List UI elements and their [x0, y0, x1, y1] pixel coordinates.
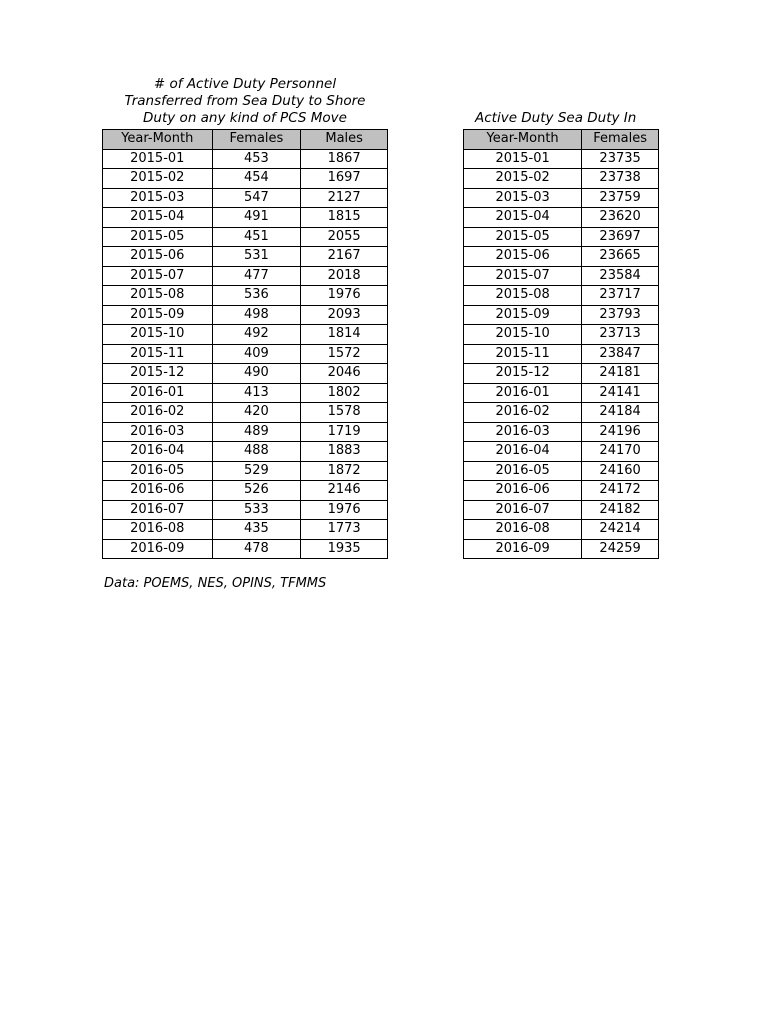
- table-cell: 23717: [582, 286, 659, 306]
- table-row: [103, 286, 388, 306]
- table-cell: 2146: [301, 481, 388, 501]
- table-cell: 2016-09: [103, 539, 213, 559]
- table-cell: 2016-03: [464, 422, 582, 442]
- table-cell: 2015-02: [103, 169, 213, 189]
- table-row: [464, 442, 659, 462]
- table-cell: 409: [212, 344, 301, 364]
- title-line: # of Active Duty Personnel: [153, 76, 337, 92]
- table-row: [103, 500, 388, 520]
- header-row: [464, 130, 659, 150]
- table-cell: 492: [212, 325, 301, 345]
- table-row: [103, 227, 388, 247]
- table-row: [464, 403, 659, 423]
- table-row: [464, 383, 659, 403]
- table-row: [464, 364, 659, 384]
- table-cell: 2015-08: [103, 286, 213, 306]
- table-row: [103, 520, 388, 540]
- table-cell: 2016-05: [103, 461, 213, 481]
- table-row: [464, 227, 659, 247]
- table-cell: 2015-01: [103, 149, 213, 169]
- table-row: [103, 442, 388, 462]
- table-cell: 23584: [582, 266, 659, 286]
- transfers-table-block: [102, 76, 388, 559]
- table-cell: 23713: [582, 325, 659, 345]
- table-row: [103, 403, 388, 423]
- table-cell: 2015-07: [464, 266, 582, 286]
- table-cell: 2015-06: [103, 247, 213, 267]
- table-cell: 2015-08: [464, 286, 582, 306]
- table-cell: 2015-05: [464, 227, 582, 247]
- table-cell: 1815: [301, 208, 388, 228]
- table-row: [464, 188, 659, 208]
- table-row: [103, 422, 388, 442]
- table-cell: 24184: [582, 403, 659, 423]
- table-cell: 453: [212, 149, 301, 169]
- table-cell: 2015-06: [464, 247, 582, 267]
- table-cell: 2016-03: [103, 422, 213, 442]
- table-cell: 23665: [582, 247, 659, 267]
- table-cell: 2016-04: [464, 442, 582, 462]
- table-cell: 2015-10: [464, 325, 582, 345]
- table-cell: 2016-07: [103, 500, 213, 520]
- table-cell: 2015-02: [464, 169, 582, 189]
- table-cell: 1572: [301, 344, 388, 364]
- table-cell: 2016-04: [103, 442, 213, 462]
- table-cell: 1883: [301, 442, 388, 462]
- table-cell: 533: [212, 500, 301, 520]
- table-cell: 1867: [301, 149, 388, 169]
- transfers-table: [102, 129, 388, 559]
- table-row: [103, 188, 388, 208]
- table-row: [464, 266, 659, 286]
- table-cell: 478: [212, 539, 301, 559]
- table-row: [103, 383, 388, 403]
- table-cell: 24182: [582, 500, 659, 520]
- table-cell: 2015-04: [103, 208, 213, 228]
- table-row: [103, 149, 388, 169]
- table-row: [464, 344, 659, 364]
- column-header: Year-Month: [464, 130, 582, 150]
- table-cell: 2016-02: [103, 403, 213, 423]
- table-cell: 2055: [301, 227, 388, 247]
- table-cell: 24170: [582, 442, 659, 462]
- table-cell: 2015-03: [103, 188, 213, 208]
- table-row: [103, 364, 388, 384]
- table-cell: 490: [212, 364, 301, 384]
- table-cell: 489: [212, 422, 301, 442]
- table-cell: 1802: [301, 383, 388, 403]
- table-cell: 2016-07: [464, 500, 582, 520]
- column-header: Females: [212, 130, 301, 150]
- table-row: [464, 422, 659, 442]
- table-row: [103, 325, 388, 345]
- table-cell: 477: [212, 266, 301, 286]
- table-cell: 531: [212, 247, 301, 267]
- table-cell: 435: [212, 520, 301, 540]
- table-cell: 2016-02: [464, 403, 582, 423]
- sea-duty-table-block: [463, 110, 659, 559]
- table-cell: 2016-01: [103, 383, 213, 403]
- table-cell: 2127: [301, 188, 388, 208]
- table-row: [464, 461, 659, 481]
- table-cell: 547: [212, 188, 301, 208]
- sea-duty-table: [463, 129, 659, 559]
- table-cell: 2016-09: [464, 539, 582, 559]
- table-cell: 413: [212, 383, 301, 403]
- column-header: Males: [301, 130, 388, 150]
- table-cell: 2016-06: [103, 481, 213, 501]
- table-cell: 2015-11: [464, 344, 582, 364]
- table-row: [464, 539, 659, 559]
- table-cell: 2015-11: [103, 344, 213, 364]
- table-cell: 1773: [301, 520, 388, 540]
- table-row: [103, 461, 388, 481]
- table-cell: 1935: [301, 539, 388, 559]
- table-row: [464, 500, 659, 520]
- table-cell: 2016-08: [464, 520, 582, 540]
- table-row: [103, 208, 388, 228]
- table-cell: 1976: [301, 286, 388, 306]
- table-row: [103, 266, 388, 286]
- column-header: Year-Month: [103, 130, 213, 150]
- table-row: [464, 247, 659, 267]
- table-cell: 24259: [582, 539, 659, 559]
- table-cell: 488: [212, 442, 301, 462]
- table-row: [464, 325, 659, 345]
- table-cell: 2167: [301, 247, 388, 267]
- table-row: [103, 344, 388, 364]
- title-line: Duty on any kind of PCS Move: [143, 110, 347, 126]
- table-cell: 1578: [301, 403, 388, 423]
- table-row: [103, 247, 388, 267]
- table-cell: 2015-01: [464, 149, 582, 169]
- table-cell: 491: [212, 208, 301, 228]
- table-cell: 526: [212, 481, 301, 501]
- table-row: [103, 539, 388, 559]
- table-cell: 24196: [582, 422, 659, 442]
- table-cell: 23738: [582, 169, 659, 189]
- table-row: [103, 481, 388, 501]
- sea-duty-table-title: Active Duty Sea Duty In: [475, 110, 637, 126]
- table-cell: 24214: [582, 520, 659, 540]
- table-cell: 2018: [301, 266, 388, 286]
- table-cell: 1719: [301, 422, 388, 442]
- table-cell: 1872: [301, 461, 388, 481]
- table-cell: 498: [212, 305, 301, 325]
- table-cell: 451: [212, 227, 301, 247]
- table-cell: 2015-07: [103, 266, 213, 286]
- table-cell: 2016-01: [464, 383, 582, 403]
- table-cell: 24172: [582, 481, 659, 501]
- table-cell: 454: [212, 169, 301, 189]
- table-cell: 1814: [301, 325, 388, 345]
- table-cell: 2016-05: [464, 461, 582, 481]
- table-row: [464, 520, 659, 540]
- table-cell: 24160: [582, 461, 659, 481]
- table-cell: 2046: [301, 364, 388, 384]
- table-cell: 2015-04: [464, 208, 582, 228]
- table-cell: 2015-10: [103, 325, 213, 345]
- table-cell: 1697: [301, 169, 388, 189]
- table-cell: 536: [212, 286, 301, 306]
- table-cell: 2015-12: [103, 364, 213, 384]
- title-line: Transferred from Sea Duty to Shore: [124, 93, 366, 109]
- column-header: Females: [582, 130, 659, 150]
- table-row: [464, 149, 659, 169]
- table-row: [103, 305, 388, 325]
- table-row: [464, 305, 659, 325]
- table-row: [464, 169, 659, 189]
- header-row: [103, 130, 388, 150]
- table-cell: 23620: [582, 208, 659, 228]
- table-row: [464, 481, 659, 501]
- table-cell: 23759: [582, 188, 659, 208]
- table-cell: 23697: [582, 227, 659, 247]
- table-cell: 2015-09: [103, 305, 213, 325]
- table-cell: 2016-06: [464, 481, 582, 501]
- table-cell: 23793: [582, 305, 659, 325]
- table-cell: 1976: [301, 500, 388, 520]
- data-source-note: Data: POEMS, NES, OPINS, TFMMS: [104, 576, 327, 591]
- table-row: [464, 208, 659, 228]
- table-cell: 2093: [301, 305, 388, 325]
- table-cell: 23735: [582, 149, 659, 169]
- table-cell: 24181: [582, 364, 659, 384]
- table-cell: 529: [212, 461, 301, 481]
- table-cell: 23847: [582, 344, 659, 364]
- table-row: [103, 169, 388, 189]
- table-cell: 2015-03: [464, 188, 582, 208]
- transfers-table-title: [102, 76, 388, 129]
- table-cell: 420: [212, 403, 301, 423]
- table-cell: 2015-12: [464, 364, 582, 384]
- table-cell: 24141: [582, 383, 659, 403]
- table-cell: 2015-09: [464, 305, 582, 325]
- table-cell: 2016-08: [103, 520, 213, 540]
- table-row: [464, 286, 659, 306]
- table-cell: 2015-05: [103, 227, 213, 247]
